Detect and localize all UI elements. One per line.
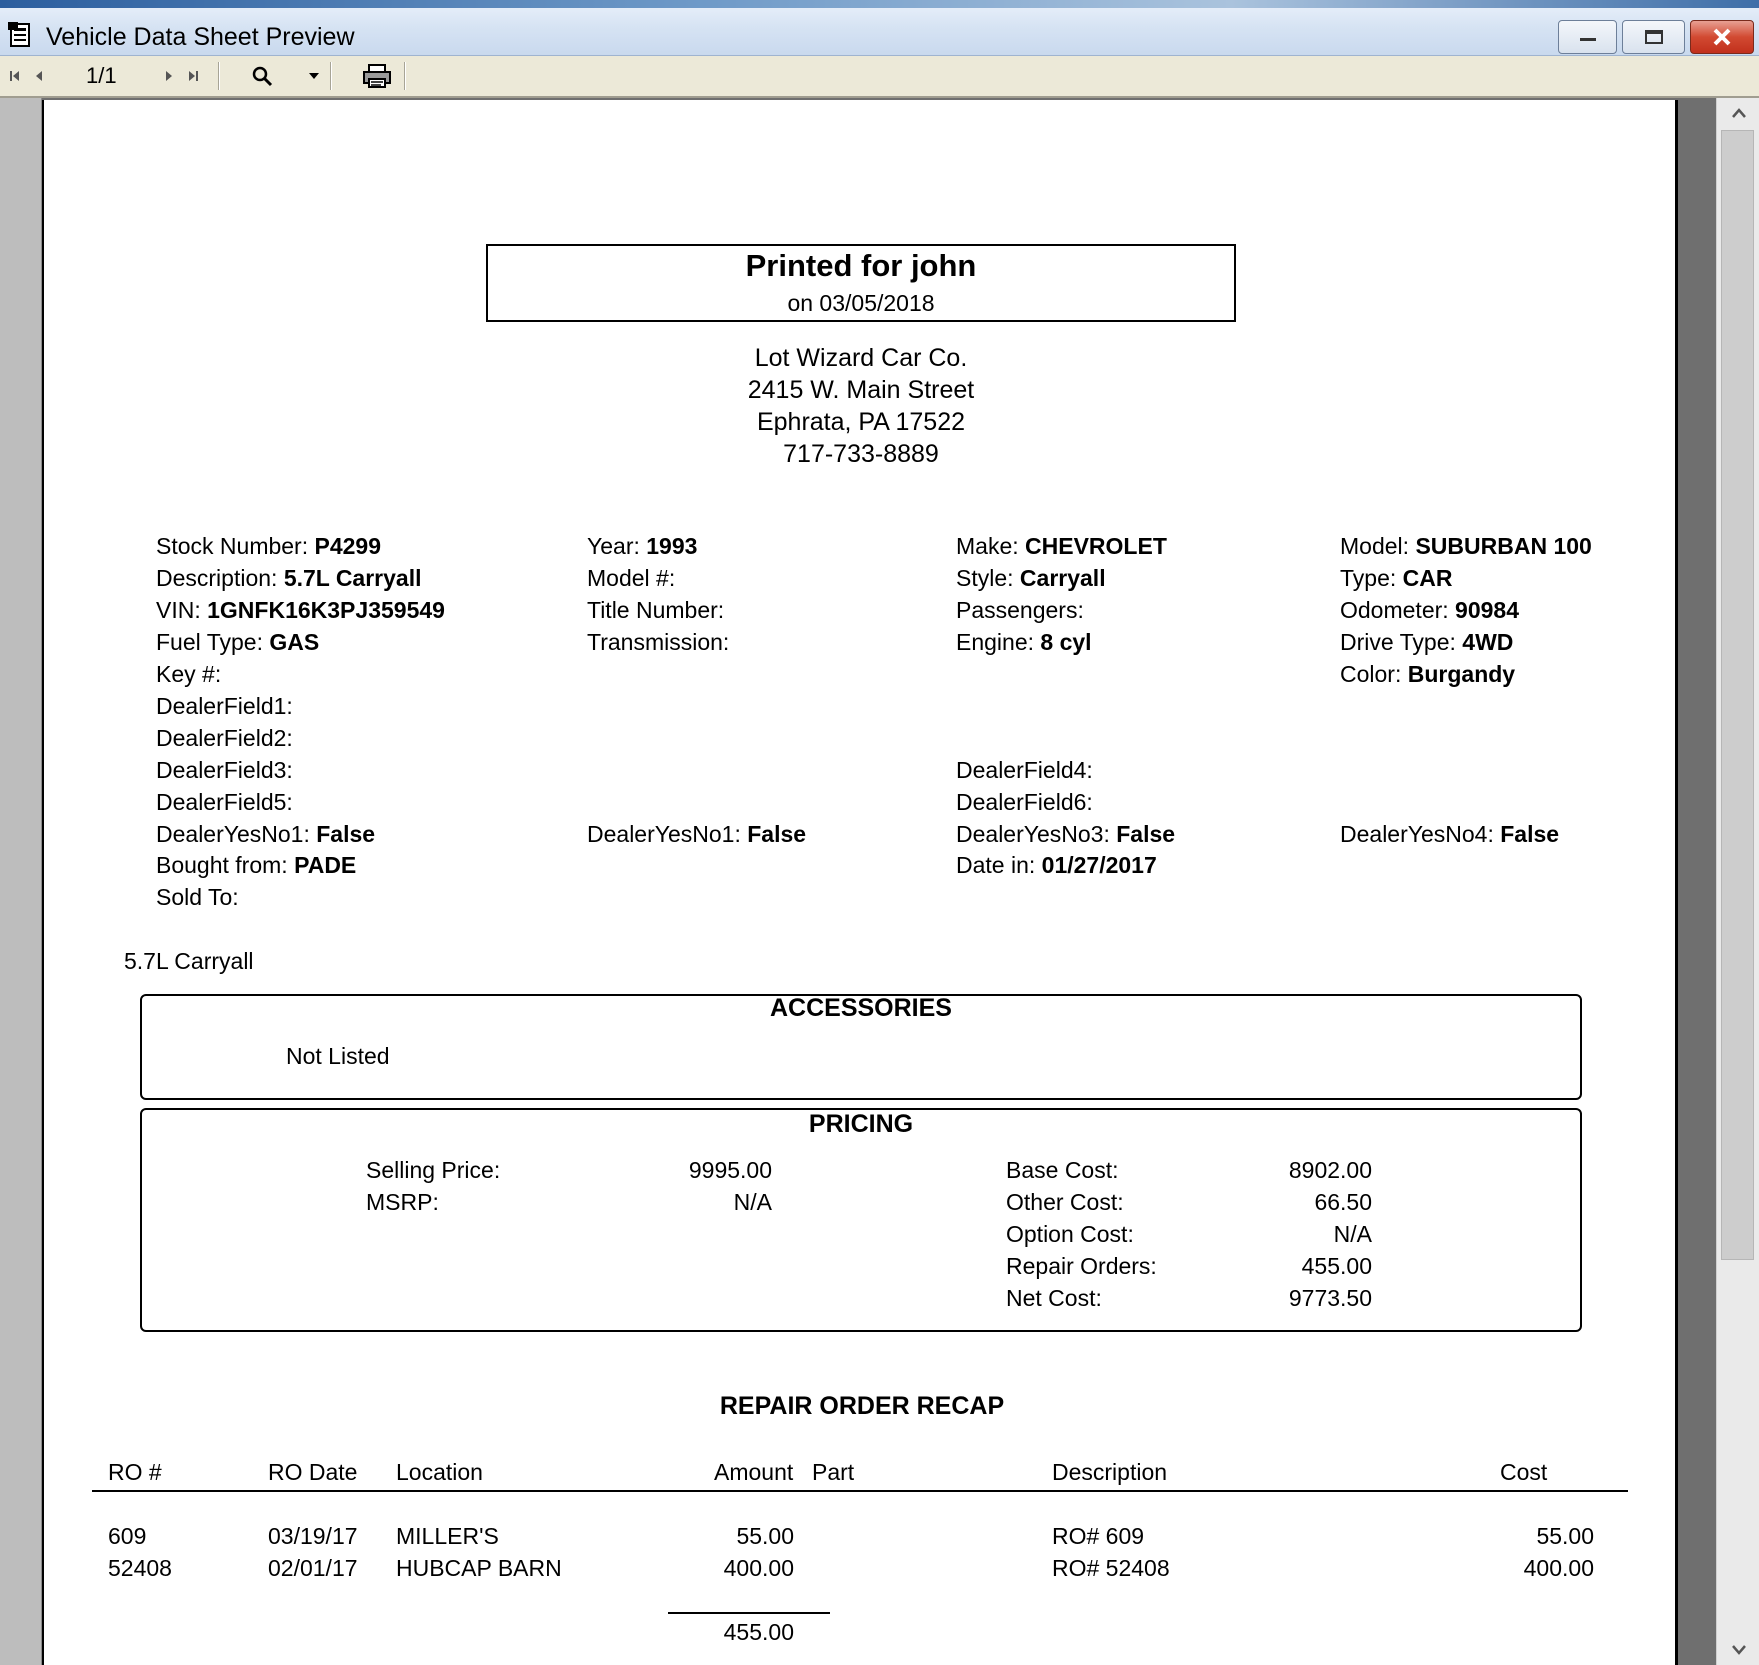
scroll-down-button[interactable] [1717,1635,1759,1665]
option-cost-label: Option Cost: [1006,1221,1134,1247]
net-cost-value: 9773.50 [1288,1285,1372,1311]
field-year: Year: 1993 [587,533,698,559]
magnifier-icon [250,64,274,88]
field-model-number: Model #: [587,565,676,591]
row2-amount: 400.00 [723,1555,794,1581]
row2-location: HUBCAP BARN [396,1555,562,1581]
first-page-icon [7,68,23,84]
field-dealer-field6: DealerField6: [956,789,1093,815]
zoom-button[interactable] [242,62,282,90]
row2-cost: 400.00 [1523,1555,1594,1581]
print-button[interactable] [352,62,402,90]
field-dealer-field5: DealerField5: [156,789,293,815]
msrp-label: MSRP: [366,1189,439,1215]
dealer-phone: 717-733-8889 [783,440,939,468]
field-model: Model: SUBURBAN 100 [1340,533,1592,559]
col-part: Part [812,1459,855,1485]
recap-heading: REPAIR ORDER RECAP [719,1392,1005,1420]
row1-amount: 55.00 [736,1523,794,1549]
net-cost-label: Net Cost: [1006,1285,1102,1311]
field-dealer-field1: DealerField1: [156,693,293,719]
pricing-heading: PRICING [808,1110,914,1138]
minimize-icon [1579,32,1597,42]
col-ro-date: RO Date [268,1459,358,1485]
next-page-icon [161,68,177,84]
field-passengers: Passengers: [956,597,1084,623]
field-make: Make: CHEVROLET [956,533,1167,559]
field-vin: VIN: 1GNFK16K3PJ359549 [156,597,445,623]
total-rule [668,1612,830,1614]
col-cost: Cost [1500,1459,1548,1485]
field-style: Style: Carryall [956,565,1106,591]
close-button[interactable] [1690,20,1754,54]
other-cost-label: Other Cost: [1006,1189,1124,1215]
zoom-dropdown-button[interactable] [300,62,328,90]
field-odometer: Odometer: 90984 [1340,597,1520,623]
preview-toolbar [0,56,1759,98]
last-page-icon [185,68,201,84]
left-gutter [0,98,42,1665]
field-dealer-yesno4: DealerYesNo4: False [1340,821,1560,847]
row1-date: 03/19/17 [268,1523,358,1549]
vertical-scrollbar[interactable] [1716,98,1759,1665]
page-indicator: 1/1 [86,63,117,88]
first-page-button[interactable] [4,62,26,90]
scroll-up-button[interactable] [1717,98,1759,128]
col-description: Description [1052,1459,1168,1485]
selling-price-value: 9995.00 [688,1157,772,1183]
field-bought-from: Bought from: PADE [156,852,357,878]
header-rule [92,1490,1628,1492]
col-ro-number: RO # [108,1459,162,1485]
printed-for-text: Printed for john [745,248,977,283]
toolbar-separator [330,62,332,90]
field-dealer-yesno1: DealerYesNo1: False [156,821,376,847]
field-drive-type: Drive Type: 4WD [1340,629,1514,655]
toolbar-separator [404,62,406,90]
field-dealer-field4: DealerField4: [956,757,1093,783]
printed-for-box [486,244,1236,322]
amount-total: 455.00 [723,1619,794,1645]
msrp-value: N/A [733,1189,772,1215]
dealer-city: Ephrata, PA 17522 [756,408,966,436]
field-color: Color: Burgandy [1340,661,1516,687]
field-dealer-yesno2: DealerYesNo1: False [587,821,807,847]
chevron-up-icon [1731,107,1747,119]
vehicle-note: 5.7L Carryall [124,948,254,974]
document-icon [8,22,34,50]
selling-price-label: Selling Price: [366,1157,501,1183]
title-bar [0,0,1759,56]
col-location: Location [396,1459,483,1485]
chevron-down-icon [307,71,321,81]
field-transmission: Transmission: [587,629,730,655]
desktop-strip [0,0,1759,8]
field-description: Description: 5.7L Carryall [156,565,422,591]
dealer-name: Lot Wizard Car Co. [754,344,968,372]
field-type: Type: CAR [1340,565,1453,591]
col-amount: Amount [714,1459,794,1485]
row2-ro: 52408 [108,1555,172,1581]
field-key: Key #: [156,661,222,687]
field-sold-to: Sold To: [156,884,239,910]
other-cost-value: 66.50 [1314,1189,1372,1215]
field-date-in: Date in: 01/27/2017 [956,852,1157,878]
field-engine: Engine: 8 cyl [956,629,1092,655]
field-dealer-field3: DealerField3: [156,757,293,783]
close-icon [1712,28,1732,46]
preview-area[interactable] [0,98,1759,1665]
last-page-button[interactable] [182,62,204,90]
printer-icon [361,63,393,89]
repair-orders-value: 455.00 [1301,1253,1372,1279]
field-title-number: Title Number: [587,597,725,623]
base-cost-label: Base Cost: [1006,1157,1119,1183]
field-dealer-field2: DealerField2: [156,725,293,751]
row2-description: RO# 52408 [1052,1555,1170,1581]
field-stock-number: Stock Number: P4299 [156,533,382,559]
accessories-heading: ACCESSORIES [770,994,952,1022]
pricing-section [140,1108,1582,1332]
row1-location: MILLER'S [396,1523,499,1549]
row2-date: 02/01/17 [268,1555,358,1581]
row1-description: RO# 609 [1052,1523,1145,1549]
minimize-button[interactable] [1558,20,1617,54]
previous-page-button[interactable] [28,62,50,90]
maximize-icon [1644,29,1664,45]
row1-ro: 609 [108,1523,147,1549]
option-cost-value: N/A [1333,1221,1372,1247]
printed-on-text: on 03/05/2018 [787,290,935,316]
report-page [42,100,1678,1665]
previous-page-icon [31,68,47,84]
chevron-down-icon [1731,1644,1747,1656]
window-title: Vehicle Data Sheet Preview [46,23,355,51]
accessories-text: Not Listed [286,1043,390,1069]
accessories-section [140,994,1582,1100]
row1-cost: 55.00 [1536,1523,1594,1549]
dealer-street: 2415 W. Main Street [747,376,975,404]
dealer-address [486,342,1236,470]
repair-orders-label: Repair Orders: [1006,1253,1157,1279]
field-fuel-type: Fuel Type: GAS [156,629,320,655]
maximize-button[interactable] [1622,20,1685,54]
scroll-thumb[interactable] [1721,130,1754,1260]
next-page-button[interactable] [158,62,180,90]
base-cost-value: 8902.00 [1288,1157,1372,1183]
toolbar-separator [218,62,220,90]
field-dealer-yesno3: DealerYesNo3: False [956,821,1176,847]
